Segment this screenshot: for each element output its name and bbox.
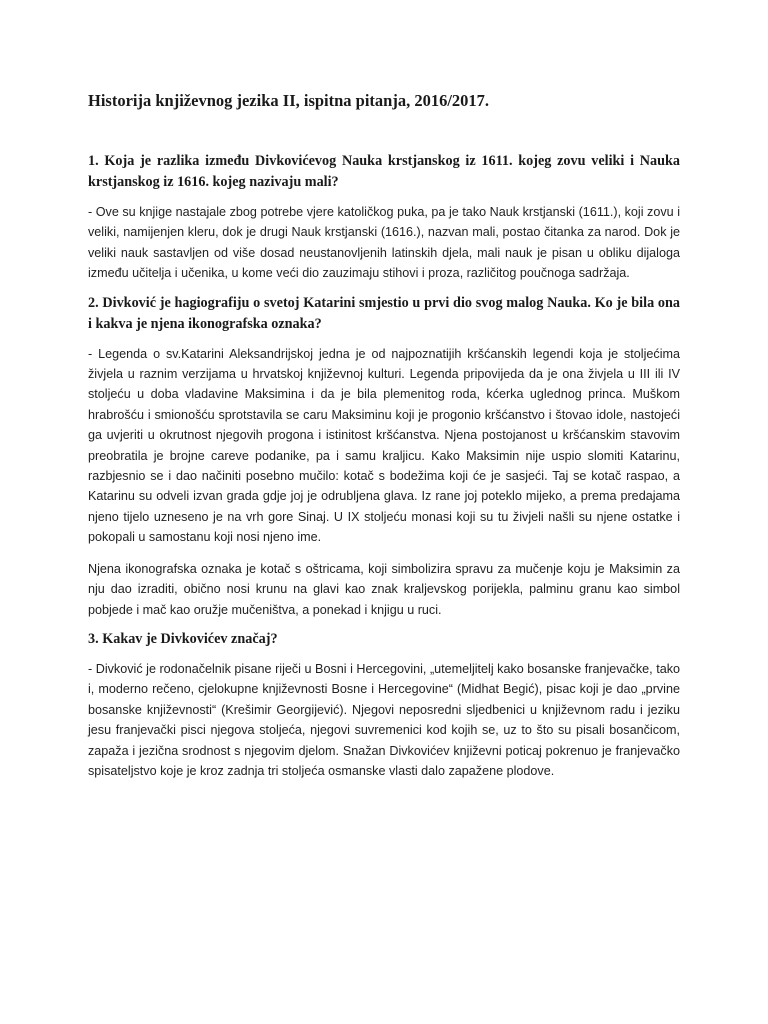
answer-paragraph: Njena ikonografska oznaka je kotač s oštricama, koji simbolizira spravu za mučenje koju je Maksimin za nju dao izraditi, obično nosi krunu na glavi kao znak kraljevskog porijekla, palminu granu kao simbol pobjede i mač kao oružje mučeništva, a ponekad i knjigu u ruci.	[88, 561, 680, 617]
answer-paragraph: - Ove su knjige nastajale zbog potrebe vjere katoličkog puka, pa je tako Nauk krstjanski (1611.), koji zovu i veliki, namijenjen kleru, dok je drugi Nauk krstjanski (1616.), nazvan mali, postao čitanka za narod. Dok je veliki nauk sastavljen od više dosad neustanovljenih latinskih djela, mali nauk je pisan u obliku dijaloga između učitelja i učenika, u kome veći dio zauzimaju stihovi i proza, različitog poučnoga sadržaja.	[88, 205, 680, 281]
question-heading: 2. Divković je hagiografiju o svetoj Katarini smjestio u prvi dio svog malog Nauka. Ko je bila ona i kakva je njena ikonografska oznaka?	[88, 294, 680, 332]
question-heading: 1. Koja je razlika između Divkovićevog Nauka krstjanskog iz 1611. kojeg zovu veliki i Nauka krstjanskog iz 1616. kojeg nazivaju mali?	[88, 153, 680, 190]
document-title: Historija književnog jezika II, ispitna pitanja, 2016/2017.	[88, 91, 490, 110]
answer-paragraph: - Legenda o sv.Katarini Aleksandrijskoj jedna je od najpoznatijih kršćanskih legendi koja je stoljećima živjela u raznim verzijama u hrvatskoj književnoj kulturi. Legenda pripovijeda da je ona živjela u III ili IV stoljeću u doba vladavine Maksimina i da je bila plemenitog roda, kćerka uglednog princa. Muškom hrabrošću i smionošću sprotstavila se caru Maksiminu koji je progonio kršćanstvo i štovao idole, nastojeći ga uvjeriti u okrutnost njegovih progona i istinitost kršćanstva. Njena postojanost u kršćanskim stavovim preobratila je brojne careve podanike, pa i samu kraljicu. Kako Maksimin nije uspio slomiti Katarinu, razbjesnio se i dao načiniti posebno mučilo: kotač s bodežima koji će je sasjeći. Taj se kotač raspao, a Katarinu su odveli izvan grada gdje joj je odrubljena glava. Iz rane joj poteklo mijeko, a prema predajama njeno tijelo uzneseno je na vrh gore Sinaj. U IX stoljeću monasi koji su tu živjeli našli su njene ostatke i pokopali u samostanu koji nosi njeno ime.	[88, 346, 680, 545]
question-section-2	[88, 293, 680, 620]
question-section-1	[88, 151, 680, 284]
question-heading: 3. Kakav je Divkovićev značaj?	[88, 630, 278, 647]
answer-paragraph: - Divković je rodonačelnik pisane riječi u Bosni i Hercegovini, „utemeljitelj kako bosanske franjevačke, tako i, moderno rečeno, cjelokupne književnosti Bosne i Hercegovine“ (Midhat Begić), pisac koji je dao „prvine bosanske književnosti“ (Krešimir Georgijević). Njegovi neposredni sljedbenici u književnom radu i jeziku jesu franjevački pisci njegova stoljeća, njegovi suvremenici kod kojih se, uz to što su pisali bosančicom, zapaža i jezična srodnost s njegovim djelom. Snažan Divkovićev književni poticaj pokrenuo je franjevačko spisateljstvo koje je kroz zadnja tri stoljeća osmanske vlasti dalo zapažene plodove.	[88, 661, 680, 778]
document-body	[88, 90, 680, 790]
question-section-3	[88, 629, 680, 781]
